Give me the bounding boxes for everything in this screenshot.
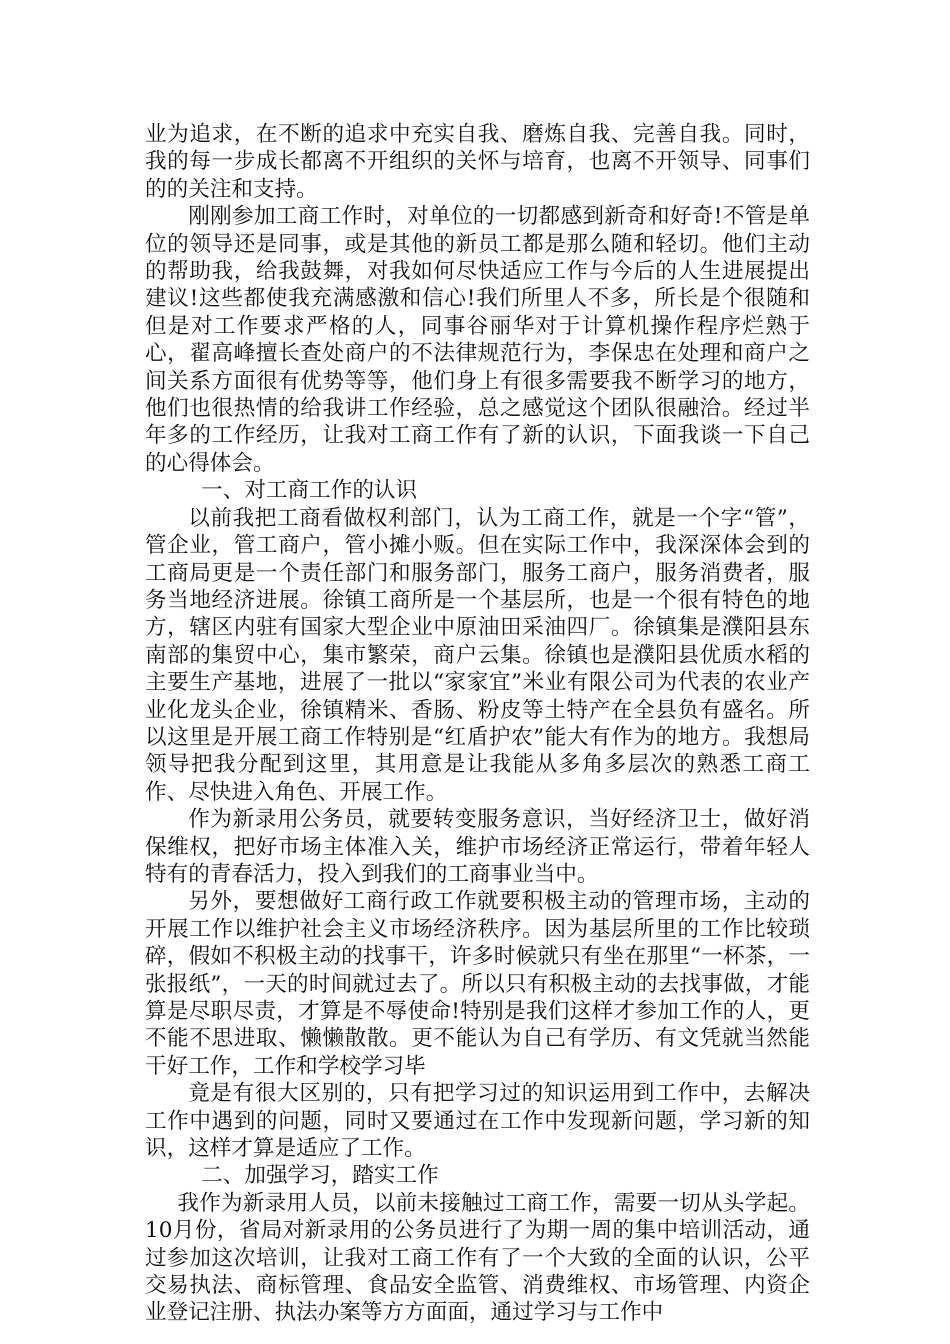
document-body [145, 121, 810, 1327]
paragraph-apply-knowledge: 竟是有很大区别的，只有把学习过的知识运用到工作中，去解决工作中遇到的问题，同时又要通过在工作中发现新问题，学习新的知识，这样才算是适应了工作。 [145, 1081, 810, 1162]
paragraph-understanding: 以前我把工商看做权利部门，认为工商工作，就是一个字“管”，管企业，管工商户，管小摊小贩。但在实际工作中，我深深体会到的工商局更是一个责任部门和服务部门，服务工商户，服务消费者，服务当地经济进展。徐镇工商所是一个基层所，也是一个很有特色的地方，辖区内驻有国家大型企业中原油田采油四厂。徐镇集是濮阳县东南部的集贸中心，集市繁荣，商户云集。徐镇也是濮阳县优质水稻的主要生产基地，进展了一批以“家家宜”米业有限公司为代表的农业产业化龙头企业，徐镇精米、香肠、粉皮等土特产在全县负有盛名。所以这里是开展工商工作特别是“红盾护农”能大有作为的地方。我想局领导把我分配到这里，其用意是让我能从多角多层次的熟悉工商工作、尽快进入角色、开展工作。 [145, 505, 810, 805]
paragraph-first-impressions: 刚刚参加工商工作时，对单位的一切都感到新奇和好奇!不管是单位的领导还是同事，或是其他的新员工都是那么随和轻切。他们主动的帮助我，给我鼓舞，对我如何尽快适应工作与今后的人生进展提出建议!这些都使我充满感激和信心!我们所里人不多，所长是个很随和但是对工作要求严格的人，同事谷丽华对于计算机操作程序烂熟于心，翟高峰擅长查处商户的不法律规范行为，李保忠在处理和商户之间关系方面很有优势等等，他们身上有很多需要我不断学习的地方，他们也很热情的给我讲工作经验，总之感觉这个团队很融洽。经过半年多的工作经历，让我对工商工作有了新的认识，下面我谈一下自己的心得体会。 [145, 204, 810, 476]
section-heading-1: 一、对工商工作的认识 [201, 478, 418, 504]
paragraph-service-awareness: 作为新录用公务员，就要转变服务意识，当好经济卫士，做好消保维权，把好市场主体准入关，维护市场经济正常运行，带着年轻人特有的青春活力，投入到我们的工商事业当中。 [145, 807, 810, 887]
section-heading-2: 二、加强学习，踏实工作 [201, 1163, 439, 1189]
paragraph-continuation: 业为追求，在不断的追求中充实自我、磨炼自我、完善自我。同时，我的每一步成长都离不开组织的关怀与培育，也离不开领导、同事们的的关注和支持。 [145, 122, 810, 202]
paragraph-proactive-work: 另外，要想做好工商行政工作就要积极主动的管理市场，主动的开展工作以维护社会主义市场经济秩序。因为基层所里的工作比较琐碎，假如不积极主动的找事干，许多时候就只有坐在那里“一杯茶，一张报纸”，一天的时间就过去了。所以只有积极主动的去找事做，才能算是尽职尽责，才算是不辱使命!特别是我们这样才参加工作的人，更不能不思进取、懒懒散散。更不能认为自己有学历、有文凭就当然能干好工作，工作和学校学习毕 [145, 889, 810, 1079]
paragraph-training: 我作为新录用人员，以前未接触过工商工作，需要一切从头学起。10月份，省局对新录用的公务员进行了为期一周的集中培训活动，通过参加这次培训，让我对工商工作有了一个大致的全面的认识，公平交易执法、商标管理、食品安全监管、消费维权、市场管理、内资企业登记注册、执法办案等方方面面，通过学习与工作中 [145, 1190, 810, 1326]
